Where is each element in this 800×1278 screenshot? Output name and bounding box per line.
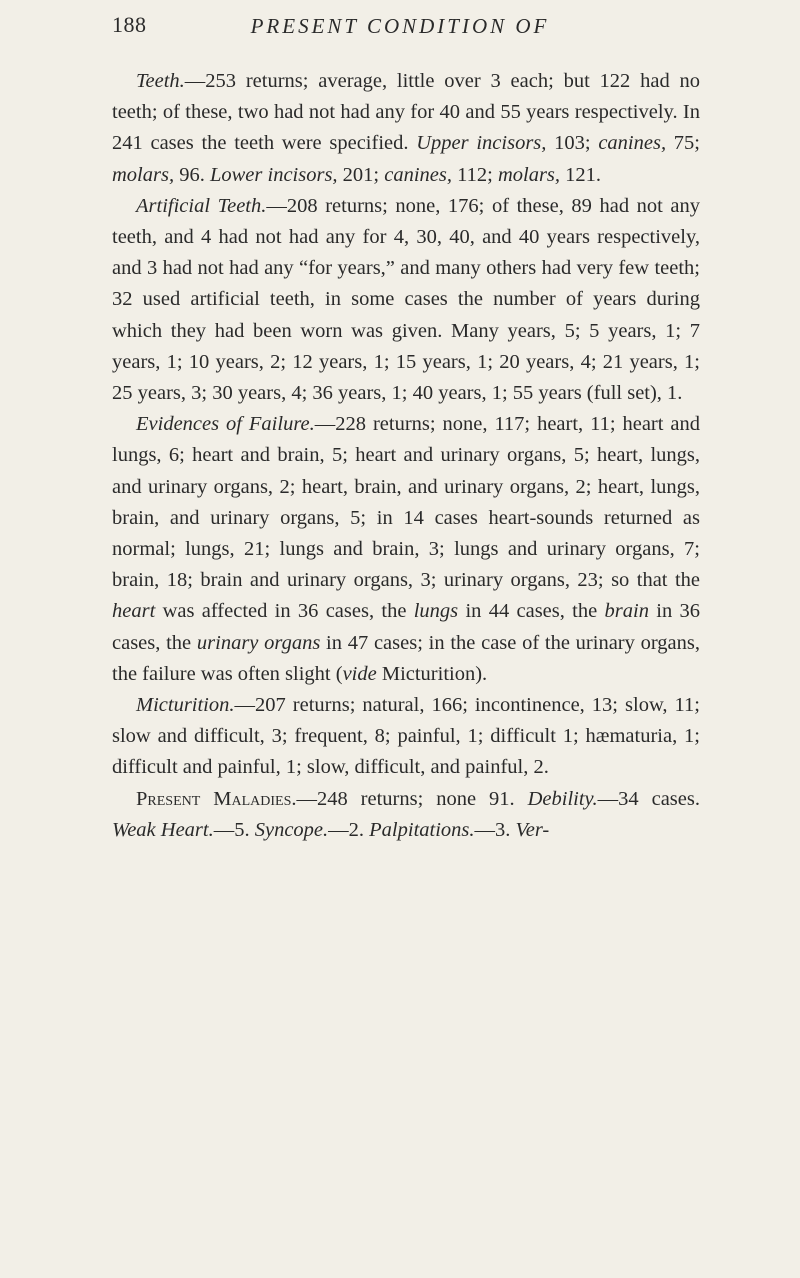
- paragraph-artificial-teeth: [112, 191, 700, 409]
- page-number: 188: [112, 12, 147, 37]
- text-span: 96.: [174, 163, 210, 186]
- term-palpitations: Palpitations.: [369, 818, 475, 841]
- heading-teeth: Teeth.: [136, 70, 185, 92]
- text-span: —248 returns; none 91.: [296, 787, 528, 810]
- text-span: —228 returns; none, 117; heart, 11; heart and lungs, 6; heart and brain, 5; heart and urinary organs, 5; heart, lungs, and urinary organs, 2; heart, brain, and urinary organs, 2; heart, lungs, brain, and urinary organs, 5; in 14 cases heart-sounds returned as normal; lungs, 21; lungs and brain, 3; lungs and urinary organs, 7; brain, 18; brain and urinary organs, 3; urinary organs, 23; so that the: [112, 413, 700, 592]
- text-span: in 47 cases; in the case of the urinary organs, the failure was often slight (: [112, 631, 701, 685]
- term-vide: vide: [342, 662, 377, 685]
- term-brain: brain: [604, 600, 649, 623]
- term-debility: Debility.: [527, 787, 598, 810]
- text-span: Micturition).: [376, 662, 488, 685]
- paragraph-evidences-of-failure: [112, 409, 700, 690]
- text-span: —2.: [328, 818, 370, 841]
- running-head: PRESENT CONDITION OF: [250, 14, 550, 38]
- term-lower-incisors: Lower incisors,: [209, 163, 338, 186]
- term-molars: molars,: [112, 163, 175, 186]
- term-heart: heart: [112, 600, 156, 623]
- text-span: in 36 cases, the: [112, 600, 701, 654]
- term-canines: canines,: [384, 163, 452, 186]
- heading-evidences-of-failure: Evidences of Failure.: [136, 413, 315, 436]
- text-span: was affected in 36 cases, the: [155, 600, 414, 623]
- paragraph-micturition: [112, 690, 700, 784]
- paragraph-present-maladies: [112, 784, 700, 846]
- text-span: —5.: [213, 818, 255, 841]
- text-span: 121.: [560, 163, 602, 186]
- term-canines: canines,: [598, 132, 667, 155]
- term-upper-incisors: Upper incisors,: [416, 132, 547, 155]
- term-molars: molars,: [497, 163, 561, 186]
- text-span: —208 returns; none, 176; of these, 89 had not any teeth, and 4 had not had any for 4, 30, 40, and 40 years respectively, and 3 had not had any “for years,” and many others had very few teeth; 32 used artificial teeth, in some cases the number of years during which they had been worn was given. Many years, 5; 5 years, 1; 7 years, 1; 10 years, 2; 12 years, 1; 15 years, 1; 20 years, 4; 21 years, 1; 25 years, 3; 30 years, 4; 36 years, 1; 40 years, 1; 55 years (full set), 1.: [112, 194, 701, 405]
- text-span: 201;: [337, 163, 385, 186]
- paragraph-teeth: [112, 66, 700, 191]
- text-span: —3.: [474, 818, 516, 841]
- text-span: —253 returns; average, little over 3 each; but 122 had no teeth; of these, two had not had any for 40 and 55 years respectively. In 241 cases the teeth were specified.: [112, 70, 700, 155]
- heading-present-maladies: Present Maladies.: [136, 787, 297, 810]
- heading-micturition: Micturition.: [136, 694, 235, 717]
- text-span: —207 returns; natural, 166; incontinence, 13; slow, 11; slow and difficult, 3; frequent, 8; painful, 1; difficult 1; hæmaturia, 1; difficult and painful, 1; slow, difficult, and painful, 2.: [112, 694, 700, 779]
- term-urinary-organs: urinary organs: [196, 631, 321, 654]
- text-span: 103;: [546, 132, 599, 155]
- text-span: in 44 cases, the: [458, 600, 605, 623]
- text-span: 75;: [666, 132, 701, 155]
- term-lungs: lungs: [413, 600, 459, 623]
- text-span: —34 cases.: [597, 787, 700, 810]
- page-header: [0, 12, 800, 46]
- term-ver: Ver-: [515, 818, 550, 841]
- term-weak-heart: Weak Heart.: [112, 818, 214, 841]
- text-span: 112;: [452, 163, 498, 186]
- heading-artificial-teeth: Artificial Teeth.: [136, 194, 267, 217]
- body-text: [112, 66, 700, 846]
- term-syncope: Syncope.: [254, 818, 329, 841]
